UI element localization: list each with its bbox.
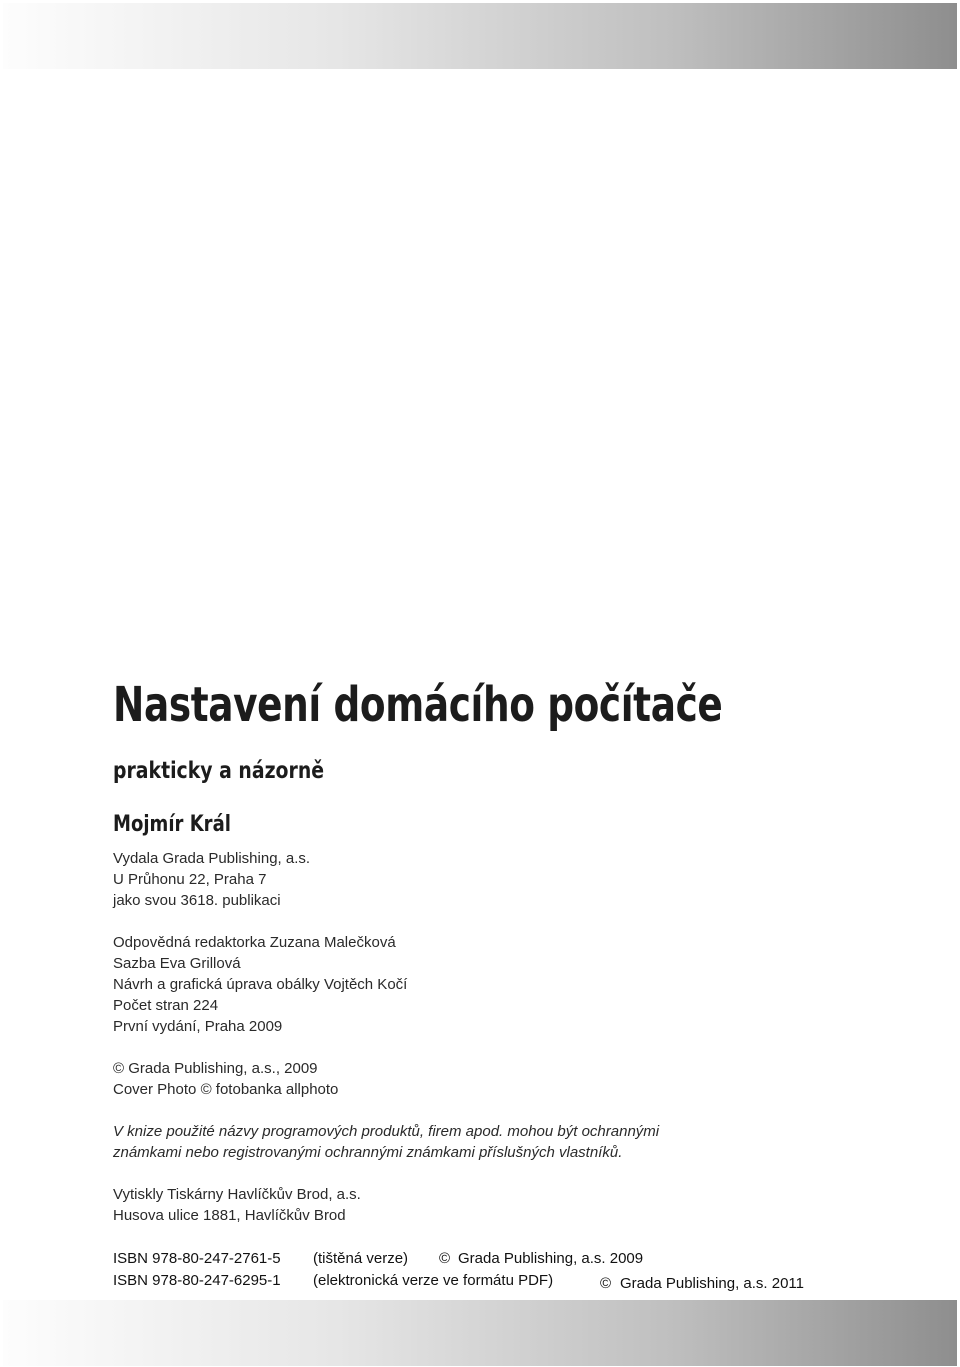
notice-line: V knize použité názvy programových produktů, firem apod. mohou být ochrannými bbox=[113, 1123, 660, 1140]
isbn-number: ISBN 978-80-247-2761-5 bbox=[113, 1250, 281, 1267]
publisher-line: U Průhonu 22, Praha 7 bbox=[113, 871, 267, 888]
cover-photo-line bbox=[113, 1079, 338, 1100]
cover-photo-label: Cover Photo bbox=[113, 1081, 197, 1098]
credits-info bbox=[113, 932, 407, 1037]
trademark-notice bbox=[113, 1121, 659, 1163]
isbn-number: ISBN 978-80-247-6295-1 bbox=[113, 1272, 281, 1289]
credit-line: Sazba Eva Grillová bbox=[113, 955, 241, 972]
copyright-line bbox=[113, 1058, 338, 1079]
isbn-format: (elektronická verze ve formátu PDF) bbox=[313, 1272, 554, 1289]
copyright-icon: © bbox=[439, 1250, 451, 1267]
publisher-line: Vydala Grada Publishing, a.s. bbox=[113, 850, 311, 867]
book-title: Nastavení domácího počítače bbox=[113, 677, 723, 733]
top-decorative-band bbox=[3, 3, 957, 69]
credit-line: Počet stran 224 bbox=[113, 997, 219, 1014]
credit-line: První vydání, Praha 2009 bbox=[113, 1018, 283, 1035]
publisher-info bbox=[113, 848, 310, 911]
printer-info bbox=[113, 1184, 361, 1226]
printer-line: Vytiskly Tiskárny Havlíčkův Brod, a.s. bbox=[113, 1186, 361, 1203]
copyright-icon: © bbox=[113, 1060, 125, 1077]
notice-line: známkami nebo registrovanými ochrannými známkami příslušných vlastníků. bbox=[113, 1144, 623, 1161]
publisher-line: jako svou 3618. publikaci bbox=[113, 892, 281, 909]
book-subtitle: prakticky a názorně bbox=[113, 758, 325, 784]
copyright-publisher: Grada Publishing, a.s., 2009 bbox=[128, 1060, 318, 1077]
credit-line: Návrh a grafická úprava obálky Vojtěch Kočí bbox=[113, 976, 408, 993]
book-author: Mojmír Král bbox=[113, 812, 231, 837]
isbn-format: (tištěná verze) bbox=[313, 1250, 409, 1267]
copyright-info bbox=[113, 1058, 338, 1100]
copyright-icon: © bbox=[200, 1081, 212, 1098]
credit-line: Odpovědná redaktorka Zuzana Malečková bbox=[113, 934, 396, 951]
cover-photo-holder: fotobanka allphoto bbox=[215, 1081, 339, 1098]
isbn-rights: Grada Publishing, a.s. 2009 bbox=[458, 1250, 644, 1267]
bottom-decorative-band bbox=[3, 1300, 957, 1366]
printer-line: Husova ulice 1881, Havlíčkův Brod bbox=[113, 1207, 346, 1224]
isbn-rights: Grada Publishing, a.s. 2011 bbox=[620, 1275, 805, 1292]
copyright-icon: © bbox=[600, 1275, 612, 1292]
